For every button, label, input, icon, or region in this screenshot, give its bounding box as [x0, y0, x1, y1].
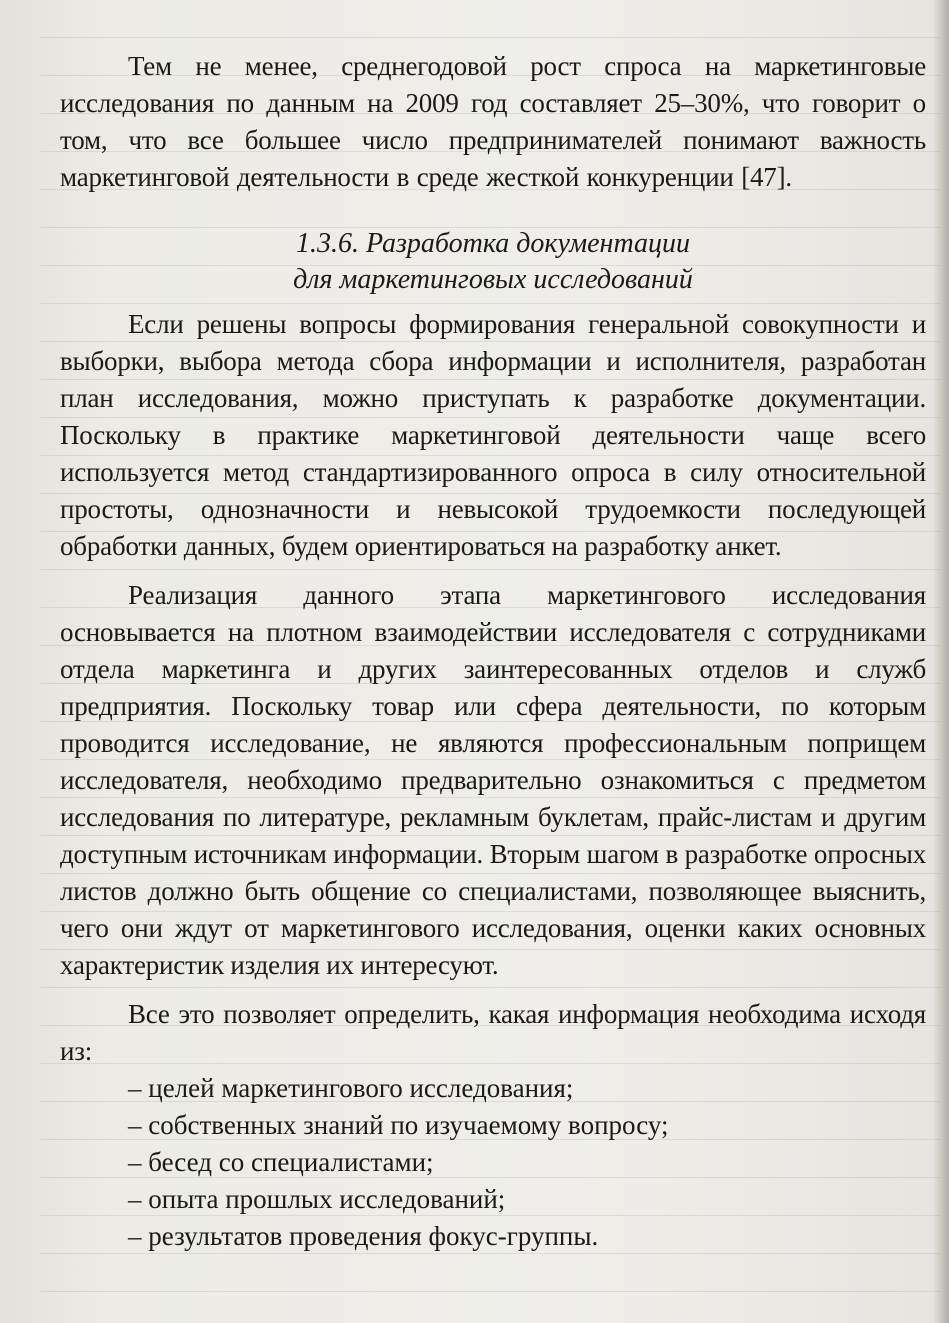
list-item: – целей маркетингового исследования;: [128, 1073, 574, 1103]
section-heading-line-2: для маркетинговых исследований: [293, 264, 693, 295]
paragraph-information-sources: Все это позволяет определить, какая информация необходима исходя из:: [60, 999, 926, 1066]
list-item: – бесед со специалистами;: [128, 1147, 434, 1177]
page-content: [60, 48, 926, 1255]
sources-list: [60, 1070, 926, 1255]
paragraph-documentation: Если решены вопросы формирования генеральной совокупности и выборки, выбора метода сбора информации и исполнителя, разработан план исследования, можно приступать к разработке документации. Поскольку в практике маркетинговой деятельности чаще всего используется метод стандартизированного опроса в силу относительной простоты, однозначности и невысокой трудоемкости последующей обработки данных, будем ориентироваться на разработку анкет.: [60, 309, 926, 561]
paragraph-implementation: Реализация данного этапа маркетингового исследования основывается на плотном взаимодействии исследователя с сотрудниками отдела маркетинга и других заинтересованных отделов и служб предприятия. Поскольку товар или сфера деятельности, по которым проводится исследование, не являются профессиональным поприщем исследователя, необходимо предварительно ознакомиться с предметом исследования по литературе, рекламным буклетам, прайс-листам и другим доступным источникам информации. Вторым шагом в разработке опросных листов должно быть общение со специалистами, позволяющее выяснить, чего они ждут от маркетингового исследования, оценки каких основных характеристик изделия их интересуют.: [60, 580, 926, 980]
page-edge-shadow: [933, 0, 949, 1323]
list-item: – опыта прошлых исследований;: [128, 1184, 506, 1214]
section-heading-line-1: 1.3.6. Разработка документации: [295, 228, 691, 259]
paragraph-intro: Тем не менее, среднегодовой рост спроса на маркетинговые исследования по данным на 2009 год составляет 25–30%, что говорит о том, что все большее число предпринимателей понимают важность маркетинговой деятельности в среде жесткой конкуренции [47].: [60, 51, 926, 192]
list-item: – собственных знаний по изучаемому вопросу;: [128, 1110, 669, 1140]
list-item: – результатов проведения фокус-группы.: [128, 1221, 599, 1251]
section-heading: [60, 226, 926, 298]
